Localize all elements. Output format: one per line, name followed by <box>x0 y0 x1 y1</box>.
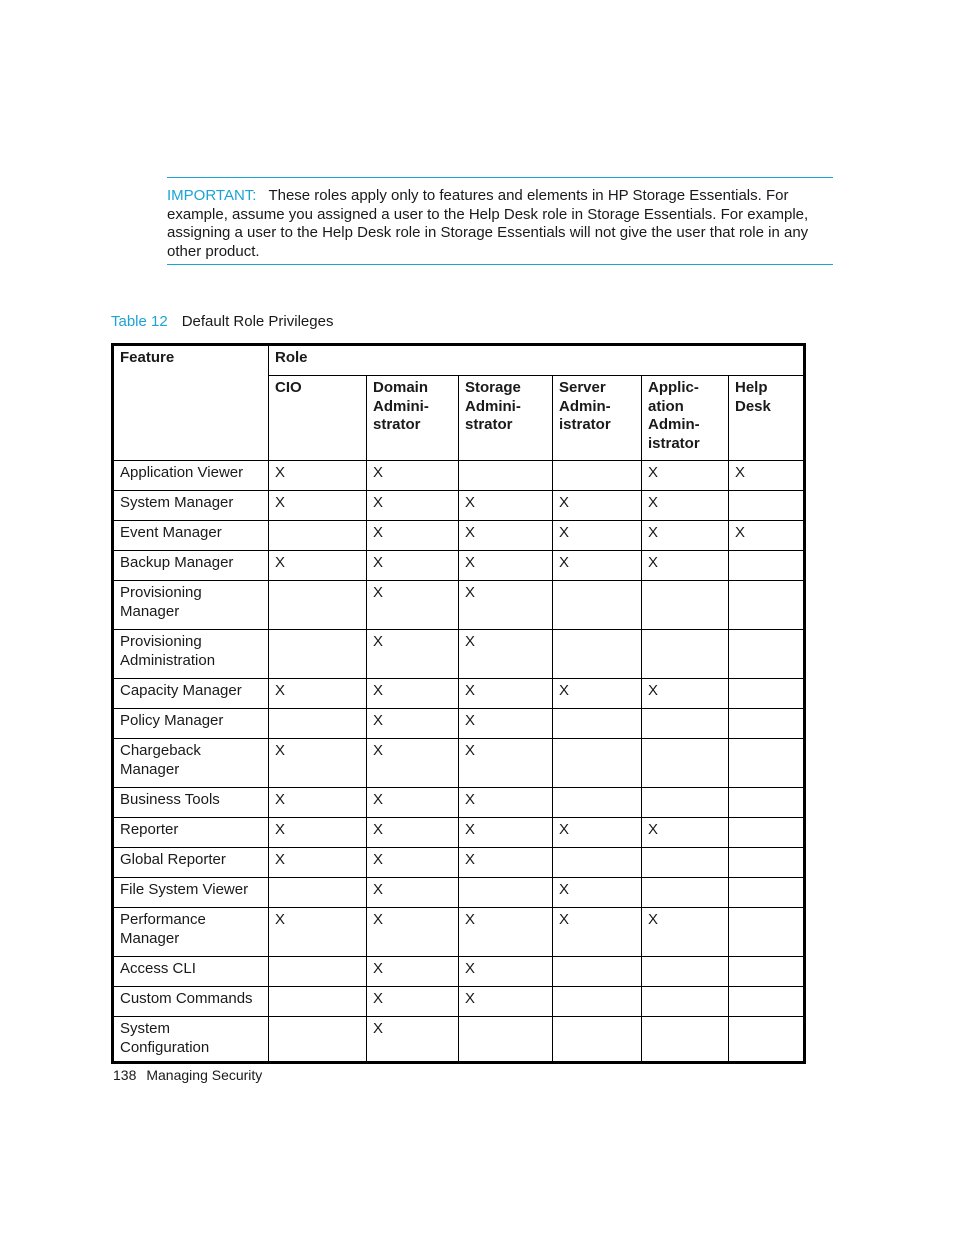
privilege-cell: X <box>367 818 459 848</box>
privilege-cell: X <box>367 581 459 630</box>
privilege-cell <box>553 957 642 987</box>
privilege-cell: X <box>553 679 642 709</box>
table-row <box>113 679 805 709</box>
feature-cell: Business Tools <box>113 788 269 818</box>
privilege-cell <box>269 630 367 679</box>
privilege-cell <box>729 957 805 987</box>
feature-cell: File System Viewer <box>113 878 269 908</box>
privilege-cell: X <box>729 521 805 551</box>
privilege-cell <box>459 1017 553 1063</box>
privilege-cell: X <box>367 788 459 818</box>
privilege-cell <box>729 908 805 957</box>
role-header-server-admin: Server Admin- istrator <box>553 376 642 461</box>
privilege-cell: X <box>642 679 729 709</box>
feature-cell: Application Viewer <box>113 461 269 491</box>
privilege-cell: X <box>269 818 367 848</box>
table-row <box>113 908 805 957</box>
table-row <box>113 788 805 818</box>
table-row <box>113 461 805 491</box>
page-footer <box>113 1067 262 1083</box>
privilege-cell <box>642 709 729 739</box>
privilege-cell <box>553 461 642 491</box>
privilege-cell: X <box>553 908 642 957</box>
important-text: These roles apply only to features and elements in HP Storage Essentials. For example, assume you assigned a user to the Help Desk role in Storage Essentials. For example, assigning a user to the Help Desk role in Storage Essentials will not give the user that role in any other product. <box>167 187 809 261</box>
privilege-cell: X <box>367 679 459 709</box>
table-caption <box>111 313 333 330</box>
privilege-cell: X <box>459 521 553 551</box>
privilege-cell <box>269 709 367 739</box>
privilege-cell: X <box>642 521 729 551</box>
privilege-cell: X <box>459 739 553 788</box>
privilege-cell: X <box>553 878 642 908</box>
privilege-cell: X <box>367 957 459 987</box>
table-row <box>113 521 805 551</box>
privilege-cell <box>642 739 729 788</box>
feature-cell: Reporter <box>113 818 269 848</box>
privilege-cell: X <box>367 461 459 491</box>
privilege-cell <box>269 581 367 630</box>
privilege-cell <box>553 1017 642 1063</box>
feature-cell: Custom Commands <box>113 987 269 1017</box>
privilege-cell: X <box>367 1017 459 1063</box>
role-header-application-admin: Applic- ation Admin- istrator <box>642 376 729 461</box>
role-header-domain-admin: Domain Admini- strator <box>367 376 459 461</box>
feature-cell: Provisioning Manager <box>113 581 269 630</box>
privilege-cell: X <box>367 908 459 957</box>
privilege-cell <box>269 1017 367 1063</box>
privilege-cell: X <box>459 848 553 878</box>
privilege-cell: X <box>367 848 459 878</box>
privilege-cell: X <box>367 709 459 739</box>
privilege-cell <box>553 987 642 1017</box>
role-header-help-desk: Help Desk <box>729 376 805 461</box>
privilege-cell <box>553 739 642 788</box>
privilege-cell: X <box>269 679 367 709</box>
privilege-cell <box>553 581 642 630</box>
privilege-cell: X <box>642 491 729 521</box>
important-label: IMPORTANT: <box>167 187 257 204</box>
privilege-cell: X <box>269 551 367 581</box>
feature-cell: Capacity Manager <box>113 679 269 709</box>
privilege-cell <box>553 630 642 679</box>
feature-cell: Global Reporter <box>113 848 269 878</box>
privilege-cell: X <box>367 987 459 1017</box>
privilege-cell <box>642 848 729 878</box>
table-row <box>113 957 805 987</box>
role-header: Role <box>269 345 805 376</box>
privilege-cell: X <box>269 739 367 788</box>
privilege-cell <box>729 581 805 630</box>
privilege-cell: X <box>459 679 553 709</box>
table-row <box>113 739 805 788</box>
privilege-cell: X <box>367 551 459 581</box>
privilege-cell <box>729 818 805 848</box>
privilege-cell <box>642 788 729 818</box>
privilege-cell: X <box>642 818 729 848</box>
privilege-cell <box>269 957 367 987</box>
important-note <box>167 177 833 265</box>
privilege-cell <box>642 878 729 908</box>
privilege-cell <box>642 1017 729 1063</box>
table-row <box>113 878 805 908</box>
privilege-cell <box>729 788 805 818</box>
feature-cell: System Manager <box>113 491 269 521</box>
privilege-cell: X <box>459 491 553 521</box>
privilege-cell <box>553 848 642 878</box>
table-row <box>113 630 805 679</box>
privilege-cell <box>269 878 367 908</box>
privilege-cell <box>642 630 729 679</box>
privilege-cell <box>269 521 367 551</box>
privilege-cell <box>729 679 805 709</box>
privilege-cell <box>729 739 805 788</box>
feature-cell: Provisioning Administration <box>113 630 269 679</box>
privilege-cell <box>459 461 553 491</box>
feature-cell: System Configuration <box>113 1017 269 1063</box>
privilege-cell: X <box>269 491 367 521</box>
privilege-cell: X <box>553 491 642 521</box>
privilege-cell: X <box>269 908 367 957</box>
table-row <box>113 848 805 878</box>
privilege-cell <box>553 788 642 818</box>
role-privileges-table <box>111 343 806 1064</box>
privilege-cell <box>553 709 642 739</box>
privilege-cell: X <box>459 551 553 581</box>
privilege-cell: X <box>642 908 729 957</box>
header-row-role <box>113 345 805 376</box>
privilege-cell: X <box>459 818 553 848</box>
privilege-cell: X <box>729 461 805 491</box>
page-number: 138 <box>113 1067 137 1083</box>
privilege-cell <box>269 987 367 1017</box>
table-row <box>113 818 805 848</box>
role-header-storage-admin: Storage Admini- strator <box>459 376 553 461</box>
privilege-cell <box>729 630 805 679</box>
privilege-cell: X <box>367 630 459 679</box>
privilege-cell: X <box>553 551 642 581</box>
privilege-cell <box>729 878 805 908</box>
privilege-cell <box>642 987 729 1017</box>
privilege-cell: X <box>367 521 459 551</box>
privilege-cell: X <box>367 878 459 908</box>
feature-cell: Access CLI <box>113 957 269 987</box>
privilege-cell <box>642 957 729 987</box>
table-body <box>113 461 805 1063</box>
role-header-cio: CIO <box>269 376 367 461</box>
privilege-cell: X <box>367 739 459 788</box>
feature-cell: Chargeback Manager <box>113 739 269 788</box>
privilege-cell: X <box>459 957 553 987</box>
privilege-cell: X <box>269 788 367 818</box>
privilege-cell <box>459 878 553 908</box>
privilege-cell: X <box>642 461 729 491</box>
feature-cell: Policy Manager <box>113 709 269 739</box>
privilege-cell: X <box>459 987 553 1017</box>
table-number: Table 12 <box>111 313 168 330</box>
feature-header: Feature <box>113 345 269 461</box>
feature-cell: Event Manager <box>113 521 269 551</box>
privilege-cell <box>729 848 805 878</box>
privilege-cell: X <box>459 581 553 630</box>
privilege-cell: X <box>269 461 367 491</box>
footer-section: Managing Security <box>146 1067 263 1083</box>
privilege-cell: X <box>642 551 729 581</box>
table-row <box>113 551 805 581</box>
table-row <box>113 709 805 739</box>
table-row <box>113 987 805 1017</box>
privilege-cell <box>729 1017 805 1063</box>
privilege-cell <box>642 581 729 630</box>
privilege-cell: X <box>553 818 642 848</box>
privilege-cell: X <box>459 709 553 739</box>
privilege-cell: X <box>459 788 553 818</box>
privilege-cell: X <box>269 848 367 878</box>
privilege-cell: X <box>367 491 459 521</box>
table-row <box>113 1017 805 1063</box>
feature-cell: Performance Manager <box>113 908 269 957</box>
privilege-cell <box>729 709 805 739</box>
privilege-cell: X <box>459 908 553 957</box>
privilege-cell: X <box>459 630 553 679</box>
privilege-cell: X <box>553 521 642 551</box>
table-row <box>113 491 805 521</box>
table-row <box>113 581 805 630</box>
privilege-cell <box>729 987 805 1017</box>
privilege-cell <box>729 491 805 521</box>
feature-cell: Backup Manager <box>113 551 269 581</box>
table-title: Default Role Privileges <box>181 313 334 330</box>
privilege-cell <box>729 551 805 581</box>
